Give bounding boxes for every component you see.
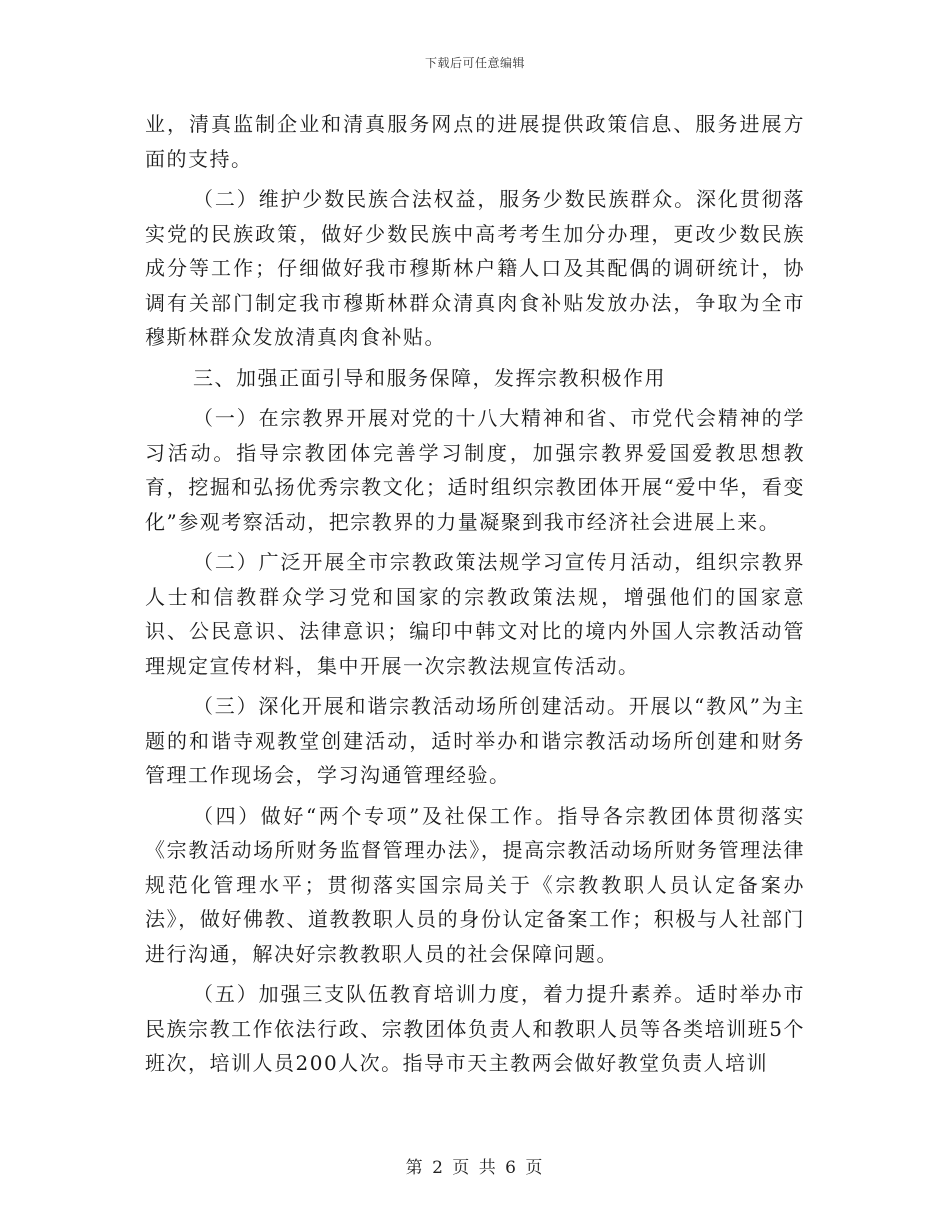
paragraph-continuation: 业，清真监制企业和清真服务网点的进展提供政策信息、服务进展方面的支持。 — [145, 112, 805, 171]
paragraph-item-4: （四）做好“两个专项”及社保工作。指导各宗教团体贯彻落实《宗教活动场所财务监督管理办法》，提高宗教活动场所财务管理法律规范化管理水平；贯彻落实国宗局关于《宗教教职人员认定备案办法》，做好佛教、道教教职人员的身份认定备案工作；积极与人社部门进行沟通，解决好宗教教职人员的社会保障问题。 — [145, 803, 805, 966]
document-body — [145, 107, 805, 1087]
section-heading-3: 三、加强正面引导和服务保障，发挥宗教积极作用 — [193, 365, 666, 390]
paragraph-item-5: （五）加强三支队伍教育培训力度，着力提升素养。适时举办市民族宗教工作依法行政、宗教团体负责人和教职人员等各类培训班5个班次，培训人员200人次。指导市天主教两会做好教堂负责人培训 — [145, 982, 805, 1075]
paragraph-item-2: （二）广泛开展全市宗教政策法规学习宣传月活动，组织宗教界人士和信教群众学习党和国家的宗教政策法规，增强他们的国家意识、公民意识、法律意识；编印中韩文对比的境内外国人宗教活动管理规定宣传材料，集中开展一次宗教法规宣传活动。 — [145, 550, 805, 678]
paragraph-ethnic-rights: （二）维护少数民族合法权益，服务少数民族群众。深化贯彻落实党的民族政策，做好少数民族中高考考生加分办理，更改少数民族成分等工作；仔细做好我市穆斯林户籍人口及其配偶的调研统计，协调有关部门制定我市穆斯林群众清真肉食补贴发放办法，争取为全市穆斯林群众发放清真肉食补贴。 — [145, 187, 805, 349]
paragraph-item-1: （一）在宗教界开展对党的十八大精神和省、市党代会精神的学习活动。指导宗教团体完善学习制度，加强宗教界爱国爱教思想教育，挖掘和弘扬优秀宗教文化；适时组织宗教团体开展“爱中华，看变化”参观考察活动，把宗教界的力量凝聚到我市经济社会进展上来。 — [145, 406, 805, 534]
header-note: 下载后可任意编辑 — [424, 56, 525, 70]
page-number: 第 2 页 共 6 页 — [405, 1158, 545, 1178]
paragraph-item-3: （三）深化开展和谐宗教活动场所创建活动。开展以“教风”为主题的和谐寺观教堂创建活动，适时举办和谐宗教活动场所创建和财务管理工作现场会，学习沟通管理经验。 — [145, 694, 805, 787]
